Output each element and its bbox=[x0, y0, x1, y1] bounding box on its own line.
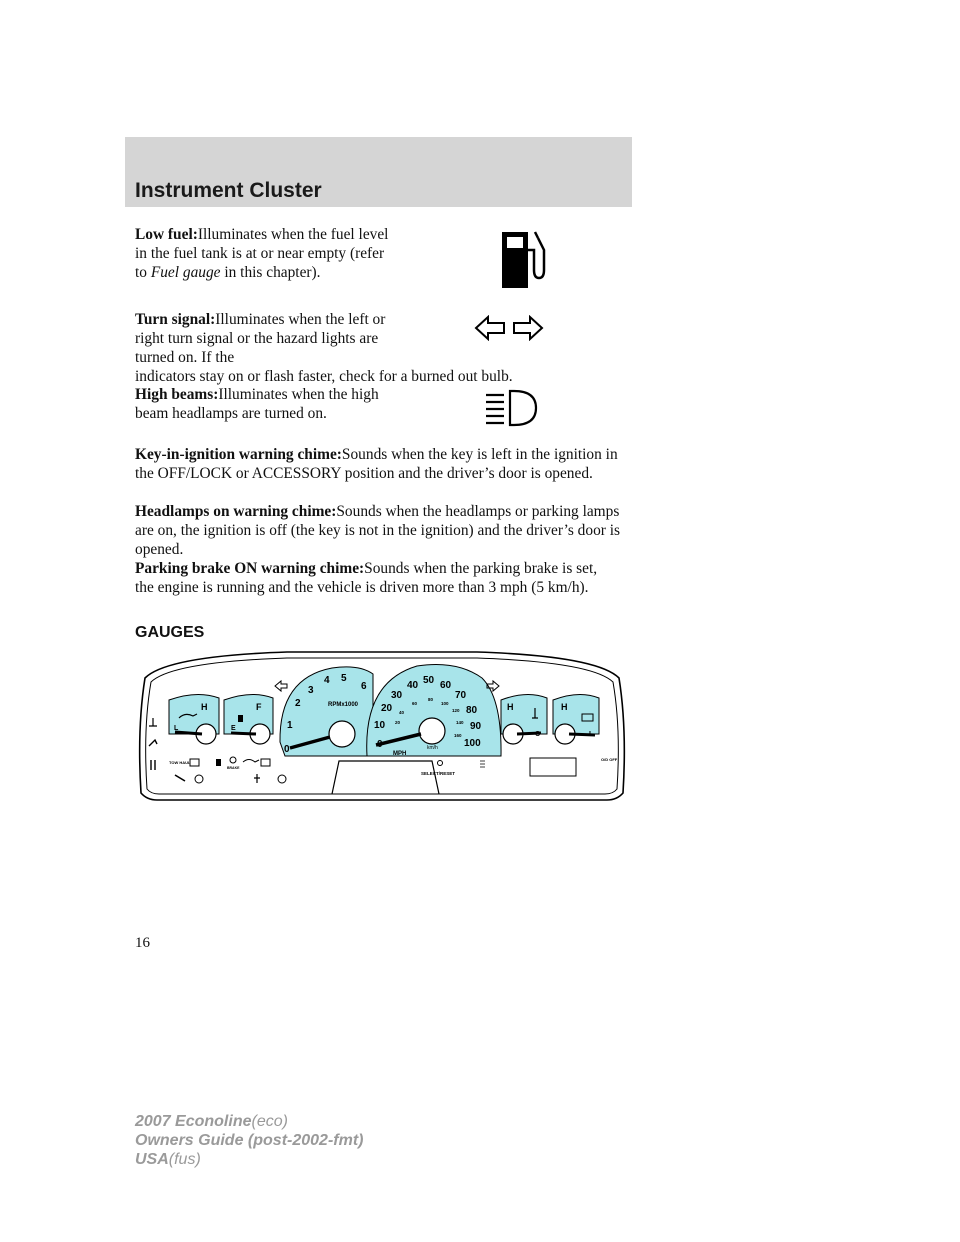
fuel-gauge-reference: Fuel gauge bbox=[150, 264, 221, 281]
brake-label: BRAKE bbox=[227, 766, 240, 770]
mph-tick-0: 0 bbox=[377, 739, 383, 750]
mph-tick-90: 90 bbox=[470, 721, 482, 732]
footer-guide: Owners Guide (post-2002-fmt) bbox=[135, 1132, 364, 1149]
rpm-tick-6: 6 bbox=[361, 681, 367, 692]
speedometer-hub bbox=[419, 718, 445, 744]
headlamps-chime-text: Sounds when the headlamps or parking lamps are on, the ignition is off (the key is not in the ignition) and the driver’s door is opened. bbox=[135, 503, 621, 558]
mph-tick-30: 30 bbox=[391, 690, 403, 701]
footer-line-3 bbox=[135, 1150, 363, 1169]
tow-haul-label: TOW HAUL bbox=[169, 760, 191, 765]
rpm-label: RPMx1000 bbox=[328, 702, 359, 708]
key-chime-term: Key-in-ignition warning chime: bbox=[135, 446, 342, 463]
parking-brake-chime-term: Parking brake ON warning chime: bbox=[135, 560, 365, 577]
fuel-pump-icon bbox=[238, 715, 243, 722]
low-fuel-paragraph bbox=[135, 225, 397, 282]
mph-tick-60: 60 bbox=[440, 680, 452, 691]
kmh-tick-20: 20 bbox=[395, 720, 401, 725]
page-title: Instrument Cluster bbox=[135, 179, 322, 202]
fuel-gauge-needle bbox=[231, 733, 256, 734]
header-band bbox=[125, 137, 632, 207]
volt-h-label: H bbox=[561, 702, 568, 712]
key-chime-paragraph bbox=[135, 445, 627, 483]
page-number: 16 bbox=[135, 935, 150, 951]
oil-l-label: L bbox=[174, 725, 179, 732]
rpm-tick-3: 3 bbox=[308, 685, 314, 696]
footer-model-code: (eco) bbox=[251, 1113, 288, 1130]
mph-tick-80: 80 bbox=[466, 705, 478, 716]
low-fuel-small-icon bbox=[216, 759, 221, 766]
kmh-tick-160: 160 bbox=[454, 733, 462, 738]
rpm-tick-2: 2 bbox=[295, 698, 301, 709]
kmh-tick-140: 140 bbox=[456, 720, 464, 725]
kmh-tick-40: 40 bbox=[399, 710, 405, 715]
oil-h-label: H bbox=[201, 702, 208, 712]
oil-gauge-needle bbox=[175, 732, 202, 734]
low-fuel-term: Low fuel: bbox=[135, 226, 198, 243]
parking-brake-chime-text: Sounds when the parking brake is set, the engine is running and the vehicle is driven more than 3 mph (5 km/h). bbox=[135, 560, 598, 596]
high-beams-paragraph bbox=[135, 385, 397, 423]
footer-market-code: (fus) bbox=[168, 1151, 201, 1168]
kmh-tick-120: 120 bbox=[452, 708, 460, 713]
footer-market: USA bbox=[135, 1151, 169, 1168]
turn-signal-term: Turn signal: bbox=[135, 311, 216, 328]
mph-label: MPH bbox=[393, 751, 407, 757]
headlamps-chime-term: Headlamps on warning chime: bbox=[135, 503, 337, 520]
rpm-tick-0: 0 bbox=[284, 744, 290, 755]
high-beams-term: High beams: bbox=[135, 386, 219, 403]
high-beams-icon bbox=[484, 388, 540, 428]
mph-tick-100: 100 bbox=[464, 738, 481, 749]
gauges-heading: GAUGES bbox=[135, 624, 205, 641]
headlamps-chime-paragraph bbox=[135, 502, 627, 559]
key-chime-text: Sounds when the key is left in the ignition in the OFF/LOCK or ACCESSORY position and the driver’s door is opened. bbox=[135, 446, 618, 482]
low-fuel-text: Illuminates when the fuel level in the fuel tank is at or near empty (refer to bbox=[135, 226, 389, 281]
parking-brake-chime-paragraph bbox=[135, 559, 615, 597]
low-fuel-icon bbox=[496, 224, 550, 290]
rpm-tick-5: 5 bbox=[341, 673, 347, 684]
kmh-tick-60: 60 bbox=[412, 701, 418, 706]
fuel-e-label: E bbox=[231, 725, 236, 732]
turn-signal-text: Illuminates when the left or right turn signal or the hazard lights are turned on. If the bbox=[135, 311, 386, 366]
footer-model: 2007 Econoline bbox=[135, 1113, 252, 1130]
mph-tick-50: 50 bbox=[423, 675, 435, 686]
rpm-tick-1: 1 bbox=[287, 720, 293, 731]
tachometer-hub bbox=[329, 721, 355, 747]
mph-tick-10: 10 bbox=[374, 720, 386, 731]
mph-tick-70: 70 bbox=[455, 690, 467, 701]
volt-l-label: L bbox=[589, 731, 594, 738]
fuel-f-label: F bbox=[256, 702, 262, 712]
mph-tick-40: 40 bbox=[407, 680, 419, 691]
temp-h-label: H bbox=[507, 702, 514, 712]
turn-signal-right-icon bbox=[512, 315, 544, 341]
message-center-display bbox=[530, 758, 576, 776]
mph-tick-20: 20 bbox=[381, 703, 393, 714]
turn-signal-paragraph bbox=[135, 310, 397, 367]
turn-signal-paragraph-end: indicators stay on or flash faster, check for a burned out bulb. bbox=[135, 368, 513, 385]
footer bbox=[135, 1112, 363, 1169]
od-off-label: O/D OFF bbox=[601, 757, 618, 762]
temp-c-label: C bbox=[535, 731, 541, 738]
kmh-label: km/h bbox=[427, 745, 438, 751]
footer-line-2 bbox=[135, 1131, 363, 1150]
rpm-tick-4: 4 bbox=[324, 675, 330, 686]
instrument-cluster-diagram bbox=[127, 638, 637, 803]
footer-line-1 bbox=[135, 1112, 363, 1131]
low-fuel-text-end: in this chapter). bbox=[220, 264, 321, 281]
kmh-tick-80: 80 bbox=[428, 697, 434, 702]
kmh-tick-100: 100 bbox=[441, 701, 449, 706]
high-beams-text: Illuminates when the high beam headlamps are turned on. bbox=[135, 386, 379, 422]
select-reset-label: SELECT/RESET bbox=[421, 771, 456, 776]
turn-signal-left-icon bbox=[474, 315, 506, 341]
